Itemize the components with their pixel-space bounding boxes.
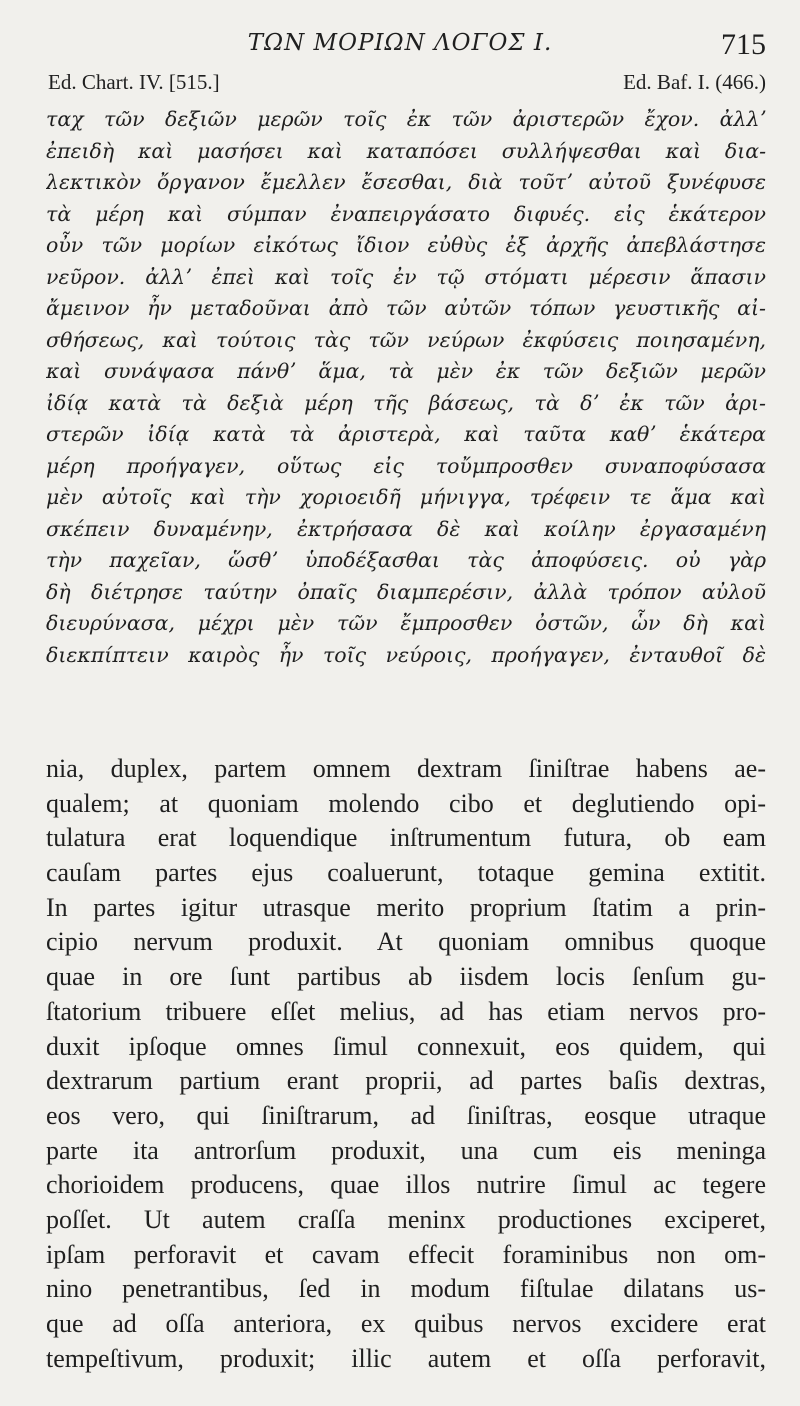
greek-text-line: τὴν παχεῖαν, ὥσθʼ ὑποδέξασθαι τὰς ἀποφύσεις. οὐ γὰρ — [46, 548, 766, 572]
greek-text-block — [46, 104, 766, 671]
greek-text-line: μὲν αὐτοῖς καὶ τὴν χοριοειδῆ μήνιγγα, τρέφειν τε ἅμα καὶ — [46, 485, 766, 509]
latin-text-line: parte ita antrorſum produxit, una cum eis meninga — [46, 1135, 766, 1165]
latin-text-line: que ad oſſa anteriora, ex quibus nervos excidere erat — [46, 1309, 766, 1338]
greek-text-line: διευρύνασα, μέχρι μὲν τῶν ἔμπροσθεν ὀστῶν, ὧν δὴ καὶ — [46, 611, 766, 635]
latin-text-line: dextrarum partium erant proprii, ad partes baſis dextras, — [46, 1066, 766, 1096]
latin-text-line: duxit ipſoque omnes ſimul connexuit, eos quidem, qui — [46, 1031, 766, 1061]
latin-text-line: chorioidem producens, quae illos nutrire ſimul ac tegere — [46, 1170, 766, 1200]
latin-text-line: poſſet. Ut autem craſſa meninx productiones exciperet, — [46, 1204, 766, 1234]
latin-text-line: qualem; at quoniam molendo cibo et deglutiendo opi- — [46, 788, 766, 818]
latin-text-line: ipſam perforavit et cavam effecit foraminibus non om- — [46, 1239, 766, 1269]
latin-text-line: quae in ore ſunt partibus ab iisdem locis ſenſum gu- — [46, 962, 766, 992]
greek-text-line: στερῶν ἰδίᾳ κατὰ τὰ ἀριστερὰ, καὶ ταῦτα καθʼ ἑκάτερα — [46, 422, 766, 446]
greek-text-line: σθήσεως, καὶ τούτοις τὰς τῶν νεύρων ἐκφύσεις ποιησαμένη, — [46, 327, 766, 352]
greek-text-line: δὴ διέτρησε ταύτην ὀπαῖς διαμπερέσιν, ἀλλὰ τρόπον αὐλοῦ — [46, 579, 766, 604]
latin-text-line: tempeſtivum, produxit; illic autem et oſſa perforavit, — [46, 1343, 766, 1373]
greek-text-line: σκέπειν δυναμένην, ἐκτρήσασα δὲ καὶ κοίλην ἐργασαμένη — [46, 516, 766, 541]
edition-reference-chartier: Ed. Chart. IV. [515.] — [48, 70, 220, 94]
greek-text-line: ἄμεινον ἦν μεταδοῦναι ἀπὸ τῶν αὐτῶν τόπων γευστικῆς αἰ- — [46, 296, 766, 320]
greek-text-line: διεκπίπτειν καιρὸς ἦν τοῖς νεύροις, προήγαγεν, ἐνταυθοῖ δὲ — [46, 642, 766, 667]
greek-text-line: ταχ τῶν δεξιῶν μερῶν τοῖς ἐκ τῶν ἀριστερῶν ἔχον. ἀλλʼ — [46, 107, 766, 131]
latin-text-line: nia, duplex, partem omnem dextram ſiniſtrae habens ae- — [46, 754, 766, 783]
latin-text-line: eos vero, qui ſiniſtrarum, ad ſiniſtras, eosque utraque — [46, 1100, 766, 1130]
greek-text-line: νεῦρον. ἀλλʼ ἐπεὶ καὶ τοῖς ἐν τῷ στόματι μέρεσιν ἅπασιν — [46, 264, 766, 289]
greek-text-line: καὶ συνάψασα πάνθʼ ἅμα, τὰ μὲν ἐκ τῶν δεξιῶν μερῶν — [46, 359, 766, 383]
latin-text-line: ſtatorium tribuere eſſet melius, ad has etiam nervos pro- — [46, 996, 766, 1026]
edition-reference-basel: Ed. Baf. I. (466.) — [623, 70, 766, 94]
latin-text-line: In partes igitur utrasque merito proprium ſtatim a prin- — [46, 892, 766, 922]
greek-text-line: ἐπειδὴ καὶ μασήσει καὶ καταπόσει συλλήψεσθαι καὶ δια- — [46, 138, 766, 163]
greek-text-line: τὰ μέρη καὶ σύμπαν ἐναπειργάσατο διφυές. εἰς ἑκάτερον — [46, 201, 766, 226]
latin-text-line: tulatura erat loquendique inſtrumentum futura, ob eam — [46, 823, 766, 853]
page-number: 715 — [721, 28, 766, 61]
latin-text-line: cauſam partes ejus coaluerunt, totaque gemina extitit. — [46, 858, 766, 888]
greek-text-line: λεκτικὸν ὄργανον ἔμελλεν ἔσεσθαι, διὰ τοῦτʼ αὐτοῦ ξυνέφυσε — [46, 170, 766, 194]
running-title: ΤΩΝ ΜΟΡΙΩΝ ΛΟΓΟΣ Ι. — [247, 30, 553, 56]
latin-text-block — [46, 752, 766, 1376]
greek-text-line: οὖν τῶν μορίων εἰκότως ἴδιον εὐθὺς ἐξ ἀρχῆς ἀπεβλάστησε — [46, 233, 766, 257]
greek-text-line: ἰδίᾳ κατὰ τὰ δεξιὰ μέρη τῆς βάσεως, τὰ δʼ ἐκ τῶν ἀρι- — [46, 390, 766, 415]
greek-text-line: μέρη προήγαγεν, οὕτως εἰς τοὔμπροσθεν συναποφύσασα — [46, 453, 766, 478]
latin-text-line: nino penetrantibus, ſed in modum fiſtulae dilatans us- — [46, 1274, 766, 1304]
latin-text-line: cipio nervum produxit. At quoniam omnibus quoque — [46, 927, 766, 957]
